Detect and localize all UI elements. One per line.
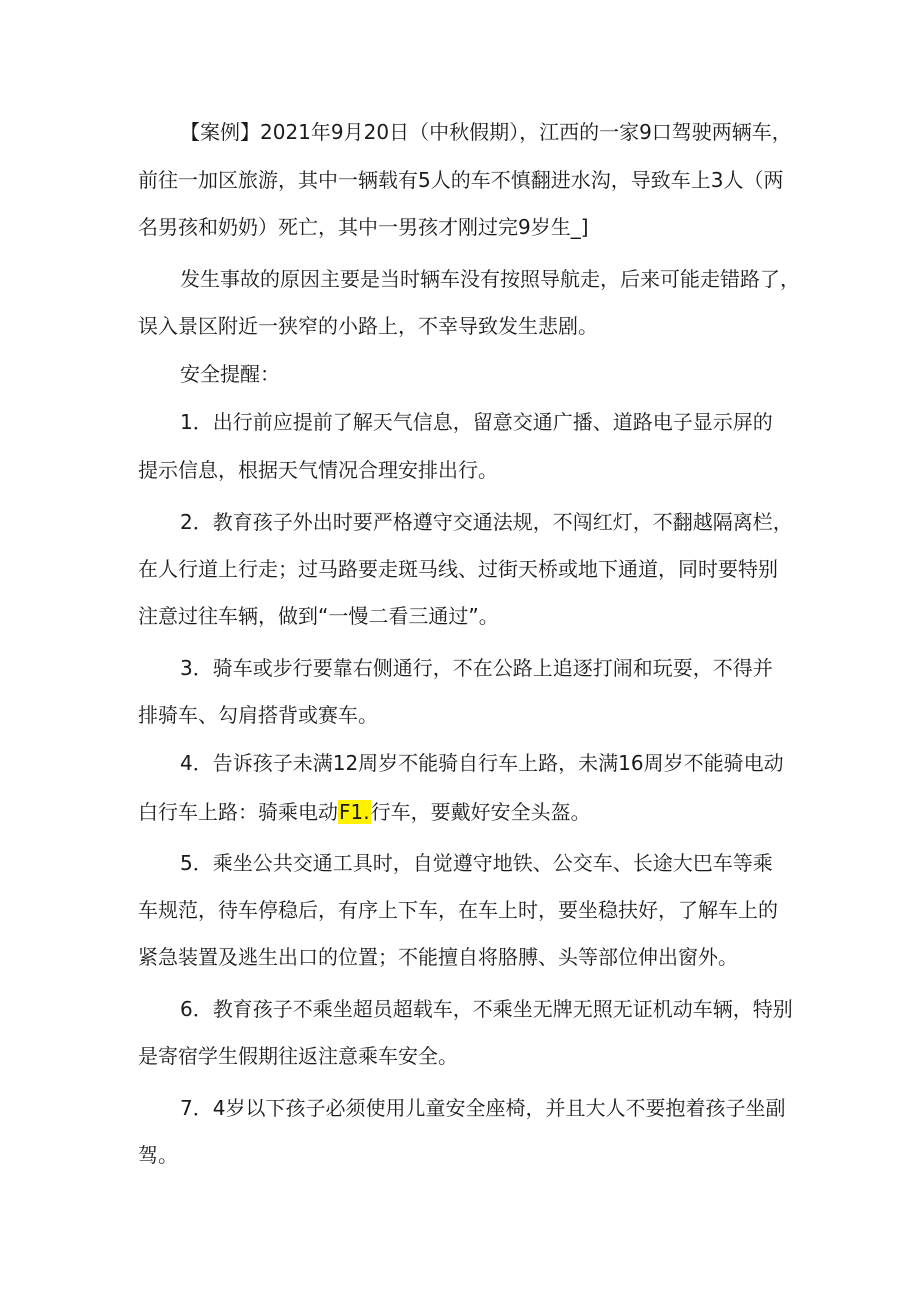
- reminder-heading: 安全提醒：: [180, 362, 280, 386]
- reminder-item-line: 车规范，待车停稳后，有序上下车，在车上时，要坐稳扶好，了解车上的: [138, 898, 778, 922]
- highlighted-text: F1.: [339, 800, 370, 824]
- reminder-item-line: 1．出行前应提前了解天气信息，留意交通广播、道路电子显示屏的: [180, 410, 773, 434]
- reminder-item-line: [138, 796, 591, 828]
- reminder-item-line: 紧急装置及逃生出口的位置；不能擅自将胳膊、头等部位伸出窗外。: [138, 945, 738, 969]
- reminder-item-line: 驾。: [138, 1143, 178, 1167]
- reminder-item-line: 提示信息，根据天气情况合理安排出行。: [138, 458, 498, 482]
- reminder-item-text: 白行车上路：骑乘电动: [138, 800, 338, 824]
- cause-paragraph-line: 发生事故的原因主要是当时辆车没有按照导航走，后来可能走错路了，: [180, 267, 800, 291]
- reminder-item-line: 4．告诉孩子未满12周岁不能骑自行车上路，未满16周岁不能骑电动: [180, 751, 784, 775]
- reminder-item-line: 2．教育孩子外出时要严格遵守交通法规，不闯红灯，不翻越隔离栏，: [180, 510, 793, 534]
- reminder-item-line: 排骑车、勾肩搭背或赛车。: [138, 703, 378, 727]
- reminder-item-line: 7．4岁以下孩子必须使用儿童安全座椅，并且大人不要抱着孩子坐副: [180, 1096, 786, 1120]
- reminder-item-line: 5．乘坐公共交通工具时，自觉遵守地铁、公交车、长途大巴车等乘: [180, 851, 773, 875]
- reminder-item-line: 在人行道上行走；过马路要走斑马线、过街天桥或地下通道，同时要特别: [138, 557, 778, 581]
- reminder-item-text: 行车，要戴好安全头盔。: [370, 800, 591, 824]
- reminder-item-line: 注意过往车辆，做到“一慢二看三通过”。: [138, 604, 499, 628]
- case-paragraph-line: 【案例】2021年9月20日（中秋假期），江西的一家9口驾驶两辆车，: [180, 120, 792, 144]
- reminder-item-line: 6．教育孩子不乘坐超员超载车，不乘坐无牌无照无证机动车辆，特别: [180, 997, 793, 1021]
- case-paragraph-line: 名男孩和奶奶）死亡，其中一男孩才刚过完9岁生_]: [138, 215, 589, 239]
- reminder-item-line: 3．骑车或步行要靠右侧通行，不在公路上追逐打闹和玩耍，不得并: [180, 656, 773, 680]
- case-paragraph-line: 前往一加区旅游，其中一辆载有5人的车不慎翻进水沟，导致车上3人（两: [138, 168, 784, 192]
- reminder-item-line: 是寄宿学生假期往返注意乘车安全。: [138, 1044, 458, 1068]
- cause-paragraph-line: 误入景区附近一狭窄的小路上，不幸导致发生悲剧。: [138, 314, 598, 338]
